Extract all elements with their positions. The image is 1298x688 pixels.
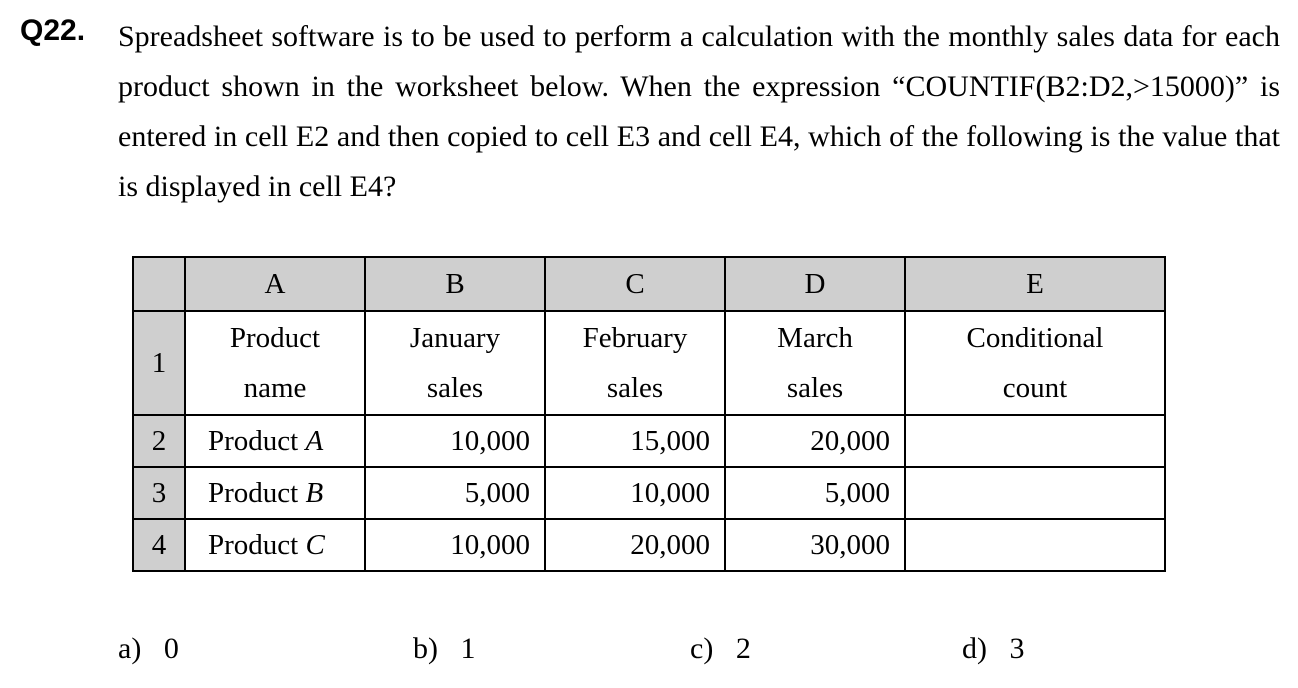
cell-product-name: [185, 415, 365, 467]
column-header-d: D: [725, 257, 905, 311]
cell-march-sales: 20,000: [725, 415, 905, 467]
cell-c1-line1: February: [582, 322, 688, 354]
row-number: 4: [133, 519, 185, 571]
cell-march-sales: 5,000: [725, 467, 905, 519]
cell-a1: [185, 311, 365, 415]
product-letter: C: [305, 528, 325, 561]
cell-b1-line1: January: [409, 322, 501, 354]
option-a[interactable]: [118, 632, 179, 666]
cell-january-sales: 10,000: [365, 519, 545, 571]
column-header-b: B: [365, 257, 545, 311]
cell-conditional-count: [905, 415, 1165, 467]
row-number: 2: [133, 415, 185, 467]
column-header-e: E: [905, 257, 1165, 311]
option-b[interactable]: [413, 632, 476, 666]
product-prefix: Product: [208, 528, 306, 561]
product-letter: A: [305, 424, 324, 457]
option-d-label: d): [962, 632, 987, 665]
cell-february-sales: 15,000: [545, 415, 725, 467]
corner-cell: [133, 257, 185, 311]
cell-february-sales: 20,000: [545, 519, 725, 571]
cell-b1: [365, 311, 545, 415]
table-row: [133, 519, 1165, 571]
cell-d1: [725, 311, 905, 415]
table-row: [133, 311, 1165, 415]
cell-e1-line2: count: [1002, 372, 1068, 404]
option-a-value: 0: [163, 632, 179, 665]
column-header-a: A: [185, 257, 365, 311]
cell-conditional-count: [905, 467, 1165, 519]
worksheet-table: [132, 256, 1166, 572]
option-b-value: 1: [460, 632, 476, 665]
product-prefix: Product: [208, 424, 306, 457]
cell-february-sales: 10,000: [545, 467, 725, 519]
row-number: 3: [133, 467, 185, 519]
cell-january-sales: 5,000: [365, 467, 545, 519]
cell-d1-line2: sales: [786, 372, 844, 404]
cell-conditional-count: [905, 519, 1165, 571]
option-c-label: c): [690, 632, 714, 665]
question-text: Spreadsheet software is to be used to perform a calculation with the monthly sales data for each product shown in the worksheet below. When the expression “COUNTIF(B2:D2,>15000)” is entered in cell E2 and then copied to cell E3 and cell E4, which of the following is the value that is displayed in cell E4?: [118, 20, 1280, 203]
option-c[interactable]: [690, 632, 751, 666]
cell-product-name: [185, 467, 365, 519]
option-c-value: 2: [735, 632, 751, 665]
cell-e1-line1: Conditional: [966, 322, 1104, 354]
product-prefix: Product: [208, 476, 306, 509]
cell-a1-line1: Product: [229, 322, 321, 354]
question-number: Q22.: [20, 14, 86, 47]
cell-c1: [545, 311, 725, 415]
cell-b1-line2: sales: [426, 372, 484, 404]
column-header-c: C: [545, 257, 725, 311]
option-a-label: a): [118, 632, 142, 665]
cell-d1-line1: March: [777, 322, 853, 354]
cell-a1-line2: name: [243, 372, 307, 404]
cell-e1: [905, 311, 1165, 415]
product-letter: B: [305, 476, 324, 509]
cell-c1-line2: sales: [606, 372, 664, 404]
cell-march-sales: 30,000: [725, 519, 905, 571]
cell-product-name: [185, 519, 365, 571]
table-row: [133, 467, 1165, 519]
column-header-row: [133, 257, 1165, 311]
option-d-value: 3: [1009, 632, 1025, 665]
table-row: [133, 415, 1165, 467]
row-number: 1: [133, 311, 185, 415]
cell-january-sales: 10,000: [365, 415, 545, 467]
option-b-label: b): [413, 632, 438, 665]
option-d[interactable]: [962, 632, 1025, 666]
